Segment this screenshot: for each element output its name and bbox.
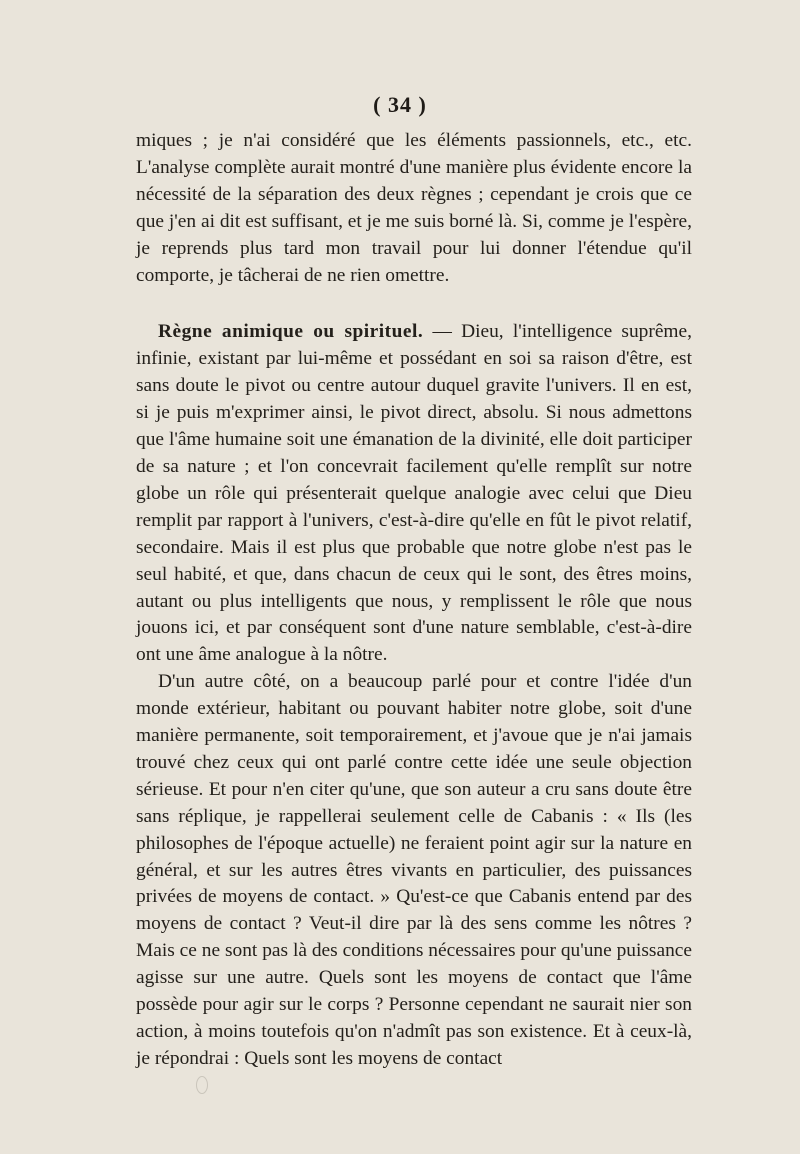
paper-smudge (196, 1076, 208, 1094)
paragraph-2 (136, 319, 692, 669)
paragraph-1: miques ; je n'ai considéré que les éléments passionnels, etc., etc. L'analyse complète aurait montré d'une manière plus évidente encore la nécessité de la séparation des deux règnes ; cependant je crois que ce que j'en ai dit est suffisant, et je me suis borné là. Si, comme je l'espère, je reprends plus tard mon travail pour lui donner l'étendue qu'il comporte, je tâcherai de ne rien omettre. (136, 130, 692, 286)
page-number: ( 34 ) (373, 92, 427, 117)
paragraph-2-text: — Dieu, l'intelligence suprême, infinie, existant par lui-même et possédant en soi sa raison d'être, est sans doute le pivot ou centre autour duquel gravite l'univers. Il en est, si je puis m'exprimer ainsi, le pivot direct, absolu. Si nous admettons que l'âme humaine soit une émanation de la divinité, elle doit participer de sa nature ; et l'on concevrait facilement qu'elle remplît sur notre globe un rôle qui présenterait quelque analogie avec celui que Dieu remplit par rapport à l'univers, c'est-à-dire qu'elle en fût le pivot relatif, secondaire. Mais il est plus que probable que notre globe n'est pas le seul habité, et que, dans chacun de ceux qui le sont, des êtres moins, autant ou plus intelligents que nous, y remplissent le rôle que nous jouons ici, et par conséquent sont d'une nature semblable, c'est-à-dire ont une âme analogue à la nôtre. (136, 321, 692, 666)
paragraph-3: D'un autre côté, on a beaucoup parlé pour et contre l'idée d'un monde extérieur, habitant ou pouvant habiter notre globe, soit d'une manière permanente, soit temporairement, et j'avoue que je n'ai jamais trouvé chez ceux qui ont parlé contre cette idée une seule objection sérieuse. Et pour n'en citer qu'une, que son auteur a cru sans doute être sans réplique, je rappellerai seulement celle de Cabanis : « Ils (les philosophes de l'époque actuelle) ne feraient point agir sur la nature en général, et sur les autres êtres vivants en particulier, des puissances privées de moyens de contact. » Qu'est-ce que Cabanis entend par des moyens de contact ? Veut-il dire par là des sens comme les nôtres ? Mais ce ne sont pas là des conditions nécessaires pour qu'une puissance agisse sur une autre. Quels sont les moyens de contact que l'âme possède pour agir sur le corps ? Personne cependant ne saurait nier son action, à moins toutefois qu'on n'admît pas son existence. Et à ceux-là, je répondrai : Quels sont les moyens de contact (136, 671, 692, 1069)
paragraph-spacer (136, 289, 692, 319)
section-heading: Règne animique ou spirituel. (158, 321, 424, 343)
page-body (136, 128, 692, 1073)
